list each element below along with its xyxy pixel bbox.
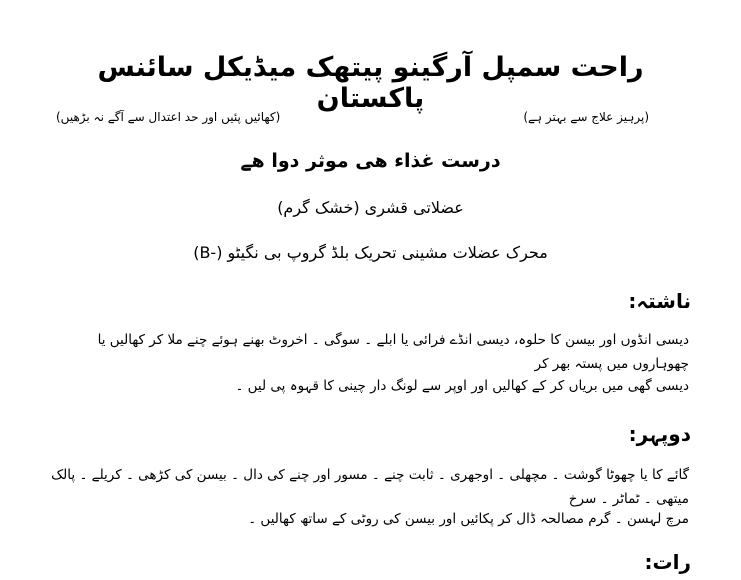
section-title-lunch: دوپہر: bbox=[628, 422, 691, 446]
breakfast-line-1: دیسی انڈوں اور بیسن کا حلوہ، دیسی انڈے فرائی یا ابلے ۔ سوگی ۔ اخروٹ بھنے ہوئے چنے ملا کر کھالیں یا چھوہاروں میں پستہ بھر کر bbox=[97, 332, 689, 372]
document-title: راحت سمپل آرگینو پیتھک میڈیکل سائنس پاکستان bbox=[97, 52, 644, 114]
lunch-line-2: مرچ لہسن ۔ گرم مصالحہ ڈال کر پکائیں اور بیسن کی روٹی کے ساتھ کھالیں ۔ bbox=[248, 511, 689, 527]
main-heading: درست غذاء ھی موثر دوا ھے bbox=[240, 150, 501, 172]
section-title-dinner: رات: bbox=[644, 550, 691, 574]
subtitle-left: (کھائیں پئیں اور حد اعتدال سے آگے نہ بڑھیں) bbox=[56, 110, 281, 124]
subtitle-right: (پرہیز علاج سے بہتر ہے) bbox=[523, 110, 649, 124]
temperament-line: عضلاتی قشری (خشک گرم) bbox=[277, 198, 464, 217]
breakfast-line-2: دیسی گھی میں بریاں کر کے کھالیں اور اوپر سے لونگ دار چینی کا قہوہ پی لیں ۔ bbox=[235, 378, 689, 394]
section-title-breakfast: ناشتہ: bbox=[628, 289, 691, 313]
blood-group-line: محرک عضلات مشینی تحریک بلڈ گروپ بی نگیٹو (-B) bbox=[193, 243, 548, 262]
lunch-line-1: گائے کا یا چھوٹا گوشت ۔ مچھلی ۔ اوجھری ۔ ثابت چنے ۔ مسور اور چنے کی دال ۔ بیسن کی کڑھی ۔ کریلے ۔ پالک میتھی ۔ ٹماٹر ۔ سرخ bbox=[51, 467, 689, 507]
